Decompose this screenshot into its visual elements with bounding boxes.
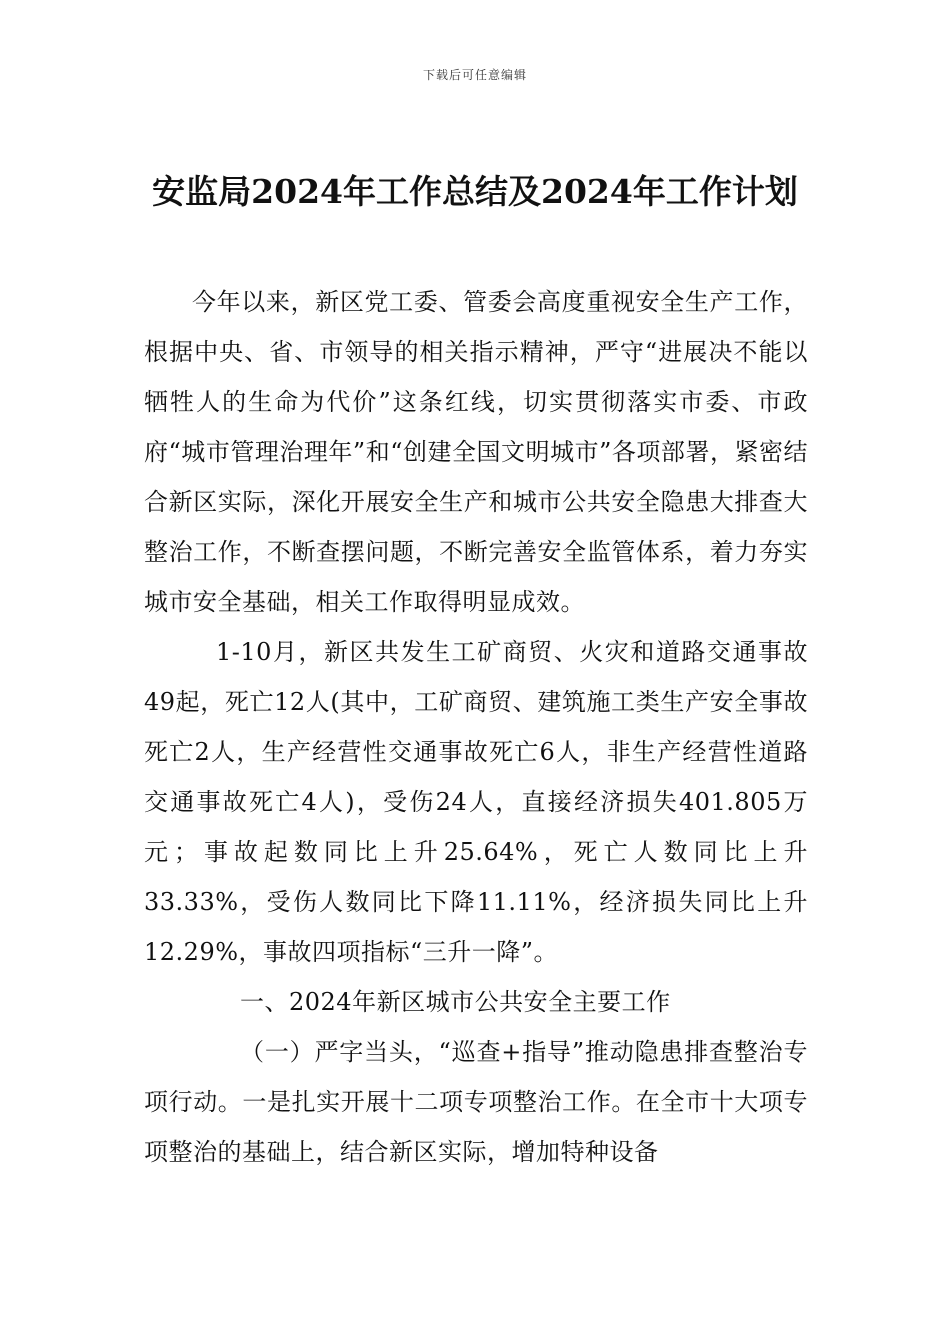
document-title: 安监局2024年工作总结及2024年工作计划 (152, 172, 798, 211)
paragraph-accident-stats: 1-10月，新区共发生工矿商贸、火灾和道路交通事故49起，死亡12人(其中，工矿商贸、建筑施工类生产安全事故死亡2人，生产经营性交通事故死亡6人，非生产经营性道路交通事故死亡4人)，受伤24人，直接经济损失401.805万元；事故起数同比上升25.64%，死亡人数同比上升33.33%，受伤人数同比下降11.11%，经济损失同比上升12.29%，事故四项指标“三升一降”。 (144, 638, 808, 966)
section-heading: 一、2024年新区城市公共安全主要工作 (240, 988, 671, 1016)
paragraph-subsection-1: （一）严字当头，“巡查+指导”推动隐患排查整治专项行动。一是扎实开展十二项专项整治工作。在全市十大项专项整治的基础上，结合新区实际，增加特种设备 (144, 1038, 808, 1166)
paragraph-intro: 今年以来，新区党工委、管委会高度重视安全生产工作，根据中央、省、市领导的相关指示精神，严守“进展决不能以牺牲人的生命为代价”这条红线，切实贯彻落实市委、市政府“城市管理治理年”和“创建全国文明城市”各项部署，紧密结合新区实际，深化开展安全生产和城市公共安全隐患大排查大整治工作，不断查摆问题，不断完善安全监管体系，着力夯实城市安全基础，相关工作取得明显成效。 (144, 288, 808, 616)
page-header-note: 下载后可任意编辑 (422, 68, 527, 82)
document-body (144, 277, 808, 1177)
